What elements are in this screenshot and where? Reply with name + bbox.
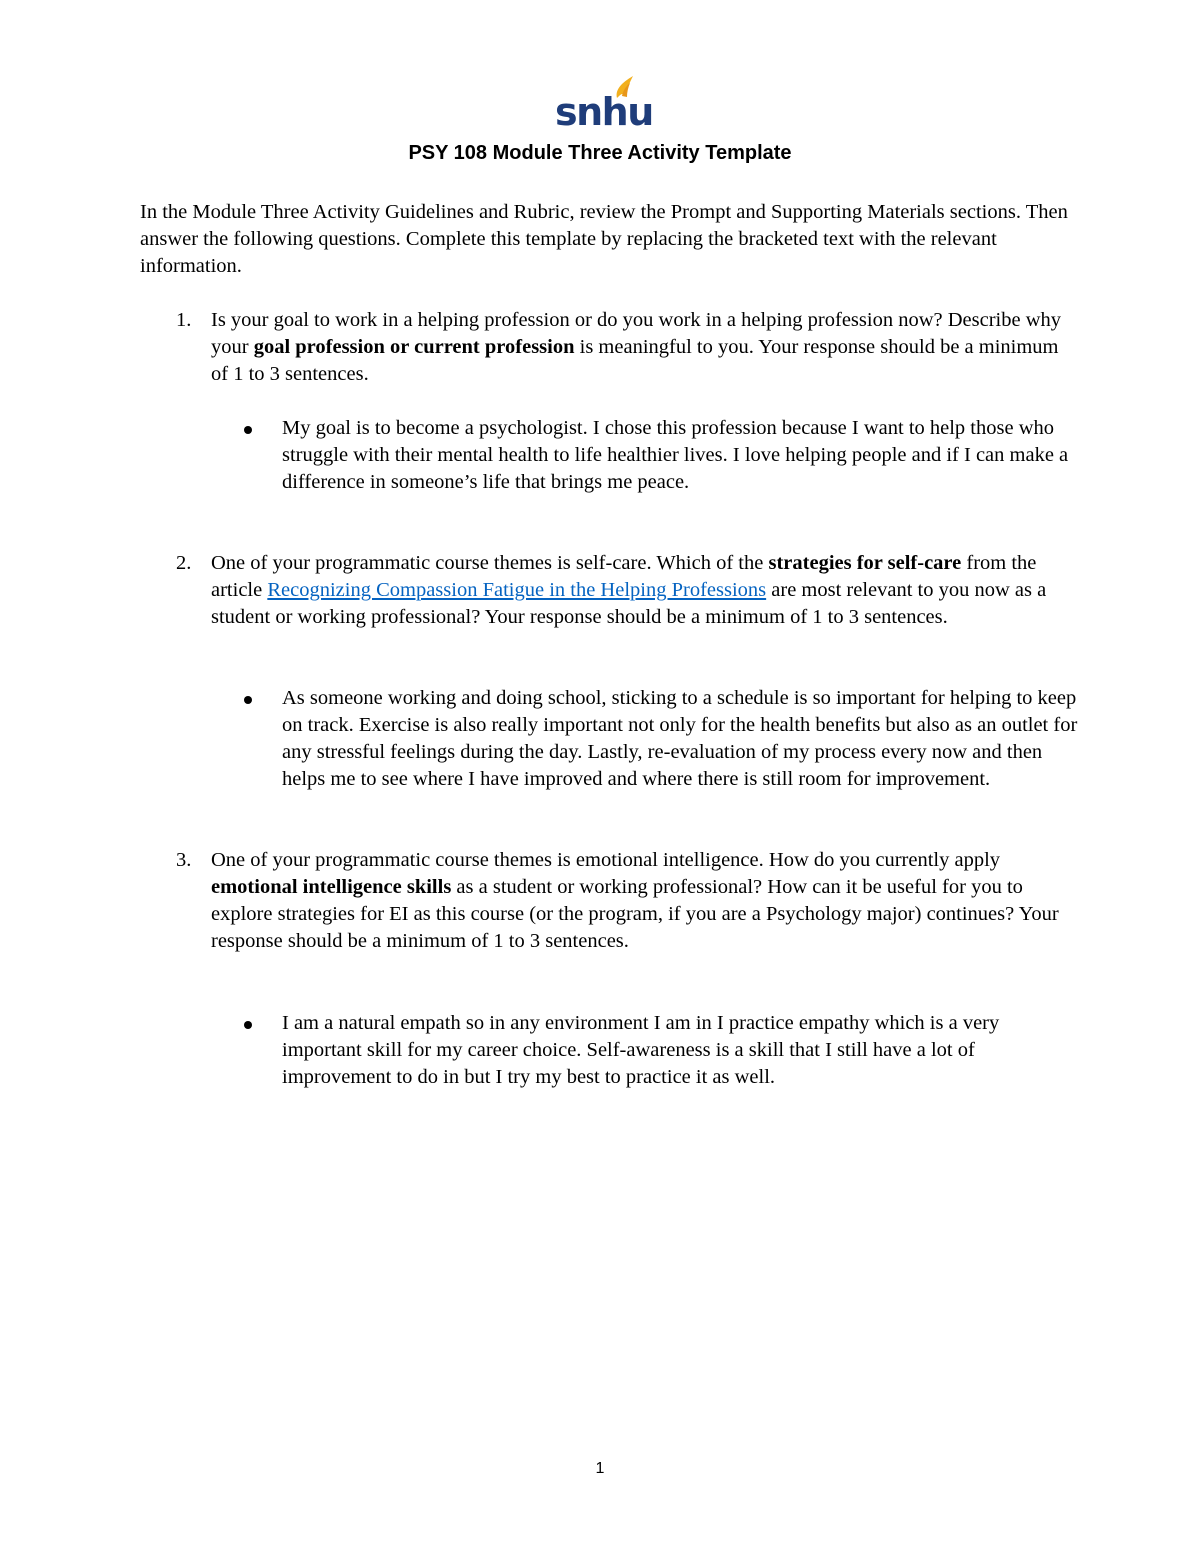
snhu-logo bbox=[555, 74, 653, 134]
article-link[interactable]: Recognizing Compassion Fatigue in the Helping Professions bbox=[267, 579, 767, 601]
answer-1 bbox=[244, 415, 1080, 496]
question-3 bbox=[140, 847, 1080, 955]
question-text-part: from the article bbox=[211, 552, 1037, 601]
question-emphasis: goal profession or current profession bbox=[253, 336, 575, 358]
question-text bbox=[211, 550, 1080, 631]
logo-wordmark: snhu bbox=[555, 90, 653, 134]
question-text-part: are most relevant to you now as a student or working professional? Your response should be a minimum of 1 to 3 sentences. bbox=[211, 579, 1047, 628]
intro-paragraph: In the Module Three Activity Guidelines and Rubric, review the Prompt and Supporting Materials sections. Then answer the following questions. Complete this template by replacing the bracketed text with the relevant information. bbox=[140, 201, 1068, 277]
question-number: 1. bbox=[176, 309, 192, 331]
bullet-icon bbox=[244, 1021, 252, 1029]
answer-3 bbox=[244, 1010, 1080, 1091]
question-text bbox=[211, 307, 1080, 388]
question-text bbox=[211, 847, 1080, 955]
answer-2 bbox=[244, 685, 1080, 793]
question-text-part: One of your programmatic course themes is emotional intelligence. How do you currently apply bbox=[211, 849, 1001, 871]
page-number: 1 bbox=[595, 1460, 605, 1477]
answer-text: I am a natural empath so in any environment I am in I practice empathy which is a very important skill for my career choice. Self-awareness is a skill that I still have a lot of improvement to do in but I try my best to practice it as well. bbox=[282, 1012, 1000, 1088]
question-text-part: is meaningful to you. Your response should be a minimum of 1 to 3 sentences. bbox=[211, 336, 1059, 385]
question-1 bbox=[140, 307, 1080, 388]
question-number: 2. bbox=[176, 552, 192, 574]
question-text-part: Is your goal to work in a helping profession or do you work in a helping profession now? Describe why your bbox=[211, 309, 1062, 358]
answer-text: As someone working and doing school, sticking to a schedule is so important for helping to keep on track. Exercise is also really important not only for the health benefits but also as an outlet for any stressful feelings during the day. Lastly, re-evaluation of my process every now and then helps me to see where I have improved and where there is still room for improvement. bbox=[282, 687, 1078, 790]
question-text-part: One of your programmatic course themes is self-care. Which of the bbox=[211, 552, 769, 574]
bullet-icon bbox=[244, 696, 252, 704]
question-emphasis: emotional intelligence skills bbox=[211, 876, 452, 898]
question-text-part: as a student or working professional? How can it be useful for you to explore strategies for EI as this course (or the program, if you are a Psychology major) continues? Your response should be a minimum of 1 to 3 sentences. bbox=[211, 876, 1059, 952]
page-title: PSY 108 Module Three Activity Template bbox=[408, 142, 792, 164]
answer-text: My goal is to become a psychologist. I chose this profession because I want to help those who struggle with their mental health to life healthier lives. I love helping people and if I can make a difference in someone’s life that brings me peace. bbox=[282, 417, 1069, 493]
question-emphasis: strategies for self-care bbox=[768, 552, 962, 574]
bullet-icon bbox=[244, 426, 252, 434]
question-number: 3. bbox=[176, 849, 192, 871]
question-2 bbox=[140, 550, 1080, 631]
